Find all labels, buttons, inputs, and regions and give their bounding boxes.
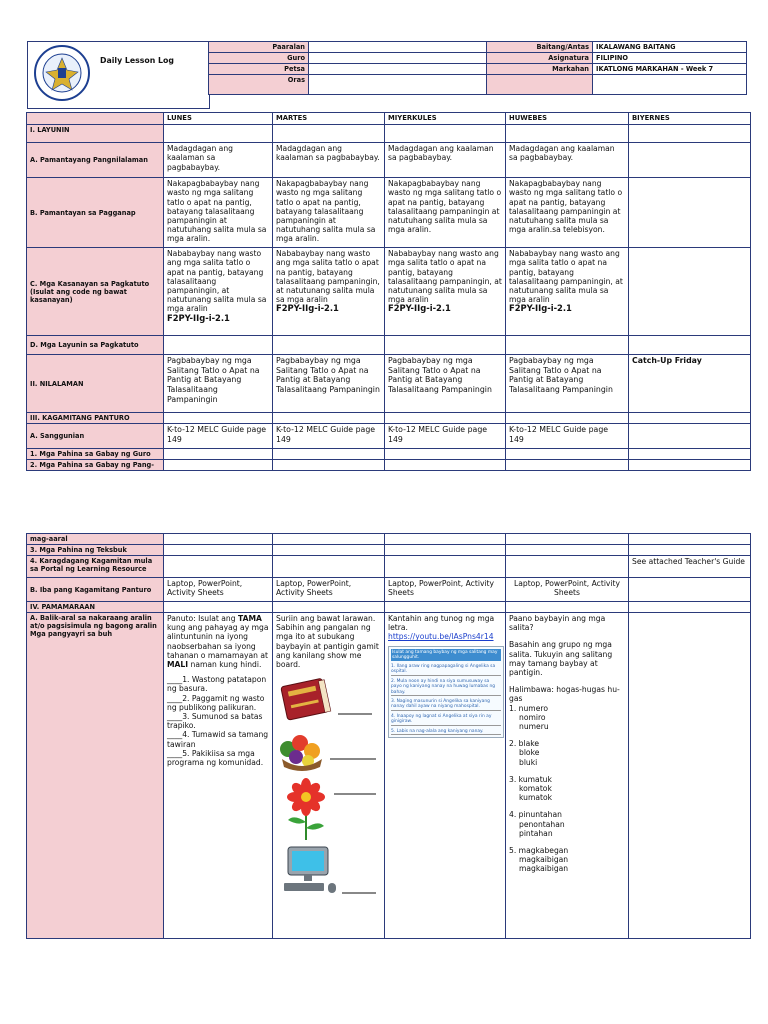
- cell[interactable]: [385, 248, 506, 336]
- field-label: Asignatura: [487, 53, 593, 64]
- cell[interactable]: [385, 125, 506, 143]
- list-item: ____1. Wastong patatapon ng basura.: [167, 675, 267, 694]
- worksheet-line: 1. Ilang araw ring nagpapagaling si Angelika sa ospital.: [391, 664, 501, 676]
- lunes-instructions: Panuto: Isulat ang TAMA kung ang pahayag ay mga alintuntunin na iyong naobserbahan sa iyong tahanan o mamamayan at MALI naman kung hindi.: [167, 614, 269, 670]
- extra-field[interactable]: [593, 75, 747, 95]
- cell[interactable]: [273, 534, 385, 545]
- book-icon: [276, 672, 380, 726]
- field-label: Baitang/Antas: [487, 42, 593, 53]
- cell[interactable]: [506, 248, 629, 336]
- cell[interactable]: [629, 578, 751, 602]
- competency-text: Nababaybay nang wasto ang mga salita tatlo o apat na pantig, batayang talasalitaang pampaningin, at natutunang salita mula sa mga aralin: [388, 249, 502, 305]
- cell[interactable]: [506, 545, 629, 556]
- day-header: LUNES: [164, 113, 273, 125]
- fruit-basket-icon: [276, 729, 380, 773]
- date-field[interactable]: [309, 64, 487, 75]
- martes-instructions: Suriin ang bawat larawan. Sabihin ang pangalan ng mga ito at subukang baybayin at pantigin gamit ang kanilang show me board.: [276, 614, 379, 670]
- worksheet-line: 4. Inaapoy ng lagnat si Angelika at siya rin ay ginigiraw.: [391, 714, 501, 726]
- lesson-table-page2: [26, 533, 751, 939]
- huwebes-instructions: Basahin ang grupo ng mga salita. Tukuyin ang salitang may tamang baybay at pantigin.: [509, 640, 613, 678]
- worksheet-line: 5. Labis na nag-alala ang kaniyang nanay.: [391, 729, 501, 735]
- worksheet-image: [388, 646, 504, 738]
- row-label: B. Iba pang Kagamitang Panturo: [27, 578, 164, 602]
- day-header: HUWEBES: [506, 113, 629, 125]
- cell[interactable]: [164, 336, 273, 355]
- cell[interactable]: [273, 556, 385, 578]
- cell[interactable]: [273, 602, 385, 613]
- miyerkules-instructions: Kantahin ang tunog ng mga letra.: [388, 614, 495, 633]
- cell[interactable]: [629, 602, 751, 613]
- cell[interactable]: [506, 602, 629, 613]
- cell[interactable]: [385, 336, 506, 355]
- cell[interactable]: [629, 336, 751, 355]
- cell[interactable]: [629, 460, 751, 471]
- row-label: 2. Mga Pahina sa Gabay ng Pang-: [27, 460, 164, 471]
- cell[interactable]: [506, 556, 629, 578]
- row-label: mag-aaral: [27, 534, 164, 545]
- cell[interactable]: [164, 449, 273, 460]
- list-item: ____4. Tumawid sa tamang tawiran: [167, 730, 269, 749]
- cell[interactable]: [273, 545, 385, 556]
- row-label: II. NILALAMAN: [27, 355, 164, 413]
- cell[interactable]: [506, 534, 629, 545]
- competency-code: F2PY-IIg-i-2.1: [167, 312, 230, 323]
- teacher-field[interactable]: [309, 53, 487, 64]
- youtube-link[interactable]: https://youtu.be/lAsPns4r14: [388, 632, 494, 642]
- cell[interactable]: Madagdagan ang kaalaman sa pagbabaybay.: [164, 143, 273, 178]
- cell[interactable]: [164, 545, 273, 556]
- row-label: B. Pamantayan sa Pagganap: [27, 178, 164, 248]
- row-label: C. Mga Kasanayan sa Pagkatuto (Isulat ang code ng bawat kasanayan): [27, 248, 164, 336]
- row-label: III. KAGAMITANG PANTURO: [27, 413, 164, 424]
- cell[interactable]: [629, 178, 751, 248]
- competency-code: F2PY-IIg-i-2.1: [276, 303, 339, 314]
- cell[interactable]: Nakapagbabaybay nang wasto ng mga salitang tatlo o apat na pantig, batayang talasalitaang pampaningin at natutuhang salita mula sa mga aralin.: [385, 178, 506, 248]
- time-field[interactable]: [309, 75, 487, 95]
- lunes-activity[interactable]: [164, 613, 273, 939]
- row-label: 1. Mga Pahina sa Gabay ng Guro: [27, 449, 164, 460]
- cell[interactable]: Pagbabaybay ng mga Salitang Tatlo o Apat na Pantig at Batayang Talasalitaang Pampaningin: [273, 355, 385, 413]
- cell[interactable]: [629, 143, 751, 178]
- cell[interactable]: [273, 460, 385, 471]
- cell[interactable]: [273, 449, 385, 460]
- cell[interactable]: Pagbabaybay ng mga Salitang Tatlo o Apat na Pantig at Batayang Talasalitaang Pampaningin: [164, 355, 273, 413]
- competency-text: Nababaybay nang wasto ang mga salita tatlo o apat na pantig, batayang talasalitaang pampaningin, at natutunang salita mula sa mga aralin: [509, 249, 623, 305]
- competency-code: F2PY-IIg-i-2.1: [509, 303, 572, 314]
- field-label: Paaralan: [209, 42, 309, 53]
- cell[interactable]: [629, 449, 751, 460]
- school-field[interactable]: [309, 42, 487, 53]
- cell[interactable]: Laptop, PowerPoint, Activity Sheets: [164, 578, 273, 602]
- huwebes-question: Paano baybayin ang mga salita?: [509, 614, 606, 633]
- huwebes-example: Halimbawa: hogas-hugas hu-gas: [509, 685, 620, 704]
- field-label: Oras: [209, 75, 309, 95]
- cell[interactable]: [273, 248, 385, 336]
- field-label: [487, 75, 593, 95]
- balik-aral-label: A. Balik-aral sa nakaraang aralin at/o pagsisimula ng bagong aralin: [30, 614, 157, 630]
- row-label: A. Pamantayang Pangnilalaman: [27, 143, 164, 178]
- cell[interactable]: Madagdagan ang kaalaman sa pagbabaybay.: [506, 143, 629, 178]
- day-header: BIYERNES: [629, 113, 751, 125]
- cell[interactable]: [506, 413, 629, 424]
- cell[interactable]: [629, 534, 751, 545]
- cell[interactable]: Nakapagbabaybay nang wasto ng mga salitang tatlo o apat na pantig, batayang talasalitaang pampaningin at natutuhang salita mula sa mga aralin.sa telebisyon.: [506, 178, 629, 248]
- cell[interactable]: [385, 449, 506, 460]
- row-label: D. Mga Layunin sa Pagkatuto: [27, 336, 164, 355]
- cell[interactable]: [385, 556, 506, 578]
- cell[interactable]: [506, 449, 629, 460]
- cell[interactable]: [629, 545, 751, 556]
- list-item: ____5. Pakikiisa sa mga programa ng komunidad.: [167, 748, 264, 768]
- worksheet-line: 2. Mula noon ay hindi na siya sumusuway sa payo ng kaniyang nanay na huwag lumabas ng bahay.: [391, 679, 501, 696]
- cell[interactable]: [385, 534, 506, 545]
- row-label: 4. Karagdagang Kagamitan mula sa Portal ng Learning Resource: [27, 556, 164, 578]
- cell[interactable]: K-to-12 MELC Guide page 149: [273, 424, 385, 449]
- grade-field[interactable]: IKALAWANG BAITANG: [593, 42, 747, 53]
- cell[interactable]: [629, 424, 751, 449]
- row-label: IV. PAMAMARAAN: [27, 602, 164, 613]
- martes-activity[interactable]: [273, 613, 385, 939]
- mali-label: MALI: [167, 660, 189, 670]
- list-item: ____2. Paggamit ng wasto ng publikong palikuran.: [167, 693, 265, 712]
- day-header: MARTES: [273, 113, 385, 125]
- competency-code: F2PY-IIg-i-2.1: [388, 303, 451, 314]
- cell[interactable]: K-to-12 MELC Guide page 149: [164, 424, 273, 449]
- cell[interactable]: [273, 336, 385, 355]
- cell[interactable]: Madagdagan ang kaalaman sa pagbabaybay.: [385, 143, 506, 178]
- field-label: Markahan: [487, 64, 593, 75]
- cell[interactable]: [273, 125, 385, 143]
- miyerkules-activity[interactable]: [385, 613, 506, 939]
- biyernes-activity[interactable]: [629, 613, 751, 939]
- field-label: Guro: [209, 53, 309, 64]
- flower-icon: [276, 776, 380, 842]
- competency-text: Nababaybay nang wasto ang mga salita tatlo o apat na pantig, batayang talasalitaang pampaningin, at natutunang salita mula sa mga aralin: [167, 249, 267, 314]
- tama-label: TAMA: [237, 614, 262, 623]
- cell[interactable]: [629, 413, 751, 424]
- huwebes-activity[interactable]: [506, 613, 629, 939]
- row-label: 3. Mga Pahina ng Teksbuk: [27, 545, 164, 556]
- worksheet-title: Isulat ang tamang baybay ng mga salitang may salungguhit.: [391, 649, 501, 661]
- cell[interactable]: [164, 602, 273, 613]
- cell[interactable]: [385, 545, 506, 556]
- cell[interactable]: See attached Teacher's Guide: [629, 556, 751, 578]
- deped-seal-icon: [32, 44, 92, 102]
- cell[interactable]: Pagbabaybay ng mga Salitang Tatlo o Apat na Pantig at Batayang Talasalitaang Pampaningin: [506, 355, 629, 413]
- row-label: A. Sanggunian: [27, 424, 164, 449]
- cell[interactable]: [506, 336, 629, 355]
- word-group: 2. blake bloke bluki: [509, 739, 540, 767]
- cell[interactable]: K-to-12 MELC Guide page 149: [385, 424, 506, 449]
- cell[interactable]: Pagbabaybay ng mga Salitang Tatlo o Apat na Pantig at Batayang Talasalitaang Pampaningin: [385, 355, 506, 413]
- computer-icon: [276, 845, 380, 897]
- cell[interactable]: [164, 125, 273, 143]
- cell[interactable]: [506, 125, 629, 143]
- cell[interactable]: [164, 534, 273, 545]
- header-fields-table: [208, 41, 747, 95]
- cell[interactable]: [385, 413, 506, 424]
- cell[interactable]: [164, 460, 273, 471]
- logo-title: Daily Lesson Log: [100, 56, 174, 65]
- row-label: I. LAYUNIN: [27, 125, 164, 143]
- cell[interactable]: [629, 125, 751, 143]
- cell[interactable]: Laptop, PowerPoint, Activity Sheets: [506, 578, 629, 602]
- cell[interactable]: Laptop, PowerPoint, Activity Sheets: [385, 578, 506, 602]
- word-group: 3. kumatuk komatok kumatok: [509, 774, 553, 803]
- cell[interactable]: [506, 460, 629, 471]
- word-group: 5. magkabegan magkaibigan magkaibigan: [509, 846, 569, 874]
- cell[interactable]: [385, 460, 506, 471]
- word-group: 4. pinuntahan penontahan pintahan: [509, 810, 565, 838]
- cell[interactable]: [164, 556, 273, 578]
- cell[interactable]: Nakapagbabaybay nang wasto ng mga salitang tatlo o apat na pantig, batayang talasalitaang pampaningin at natutuhang salita mula sa mga aralin.: [164, 178, 273, 248]
- corner-cell: [27, 113, 164, 125]
- cell[interactable]: [164, 248, 273, 336]
- word-group: 1. numero nomiro numeru: [509, 703, 549, 732]
- row-label-balik-aral: [27, 613, 164, 939]
- cell[interactable]: [385, 602, 506, 613]
- competency-text: Nababaybay nang wasto ang mga salita tatlo o apat na pantig, batayang talasalitaang pampaningin, at natutunang salita mula sa mga aralin: [276, 249, 380, 305]
- field-label: Petsa: [209, 64, 309, 75]
- worksheet-line: 3. Naging masunurin si Angelika sa kaniyang nanay dahil ayaw na niyang mahospital.: [391, 699, 501, 711]
- cell[interactable]: [273, 413, 385, 424]
- subject-field[interactable]: FILIPINO: [593, 53, 747, 64]
- catch-up-friday[interactable]: Catch-Up Friday: [629, 355, 751, 413]
- quarter-field[interactable]: IKATLONG MARKAHAN - Week 7: [593, 64, 747, 75]
- cell[interactable]: K-to-12 MELC Guide page 149: [506, 424, 629, 449]
- list-item: ____3. Sumunod sa batas trapiko.: [167, 712, 263, 731]
- cell[interactable]: Nakapagbabaybay nang wasto ng mga salitang tatlo o apat na pantig, batayang talasalitaang pampaningin at natutuhang salita mula sa mga aralin.: [273, 178, 385, 248]
- cell[interactable]: [164, 413, 273, 424]
- lesson-table-page1: [26, 112, 751, 471]
- cell[interactable]: [629, 248, 751, 336]
- cell[interactable]: Madagdagan ang kaalaman sa pagbabaybay.: [273, 143, 385, 178]
- balik-aral-sublabel: Mga pangyayri sa buh: [30, 630, 113, 638]
- day-header: MIYERKULES: [385, 113, 506, 125]
- cell[interactable]: Laptop, PowerPoint, Activity Sheets: [273, 578, 385, 602]
